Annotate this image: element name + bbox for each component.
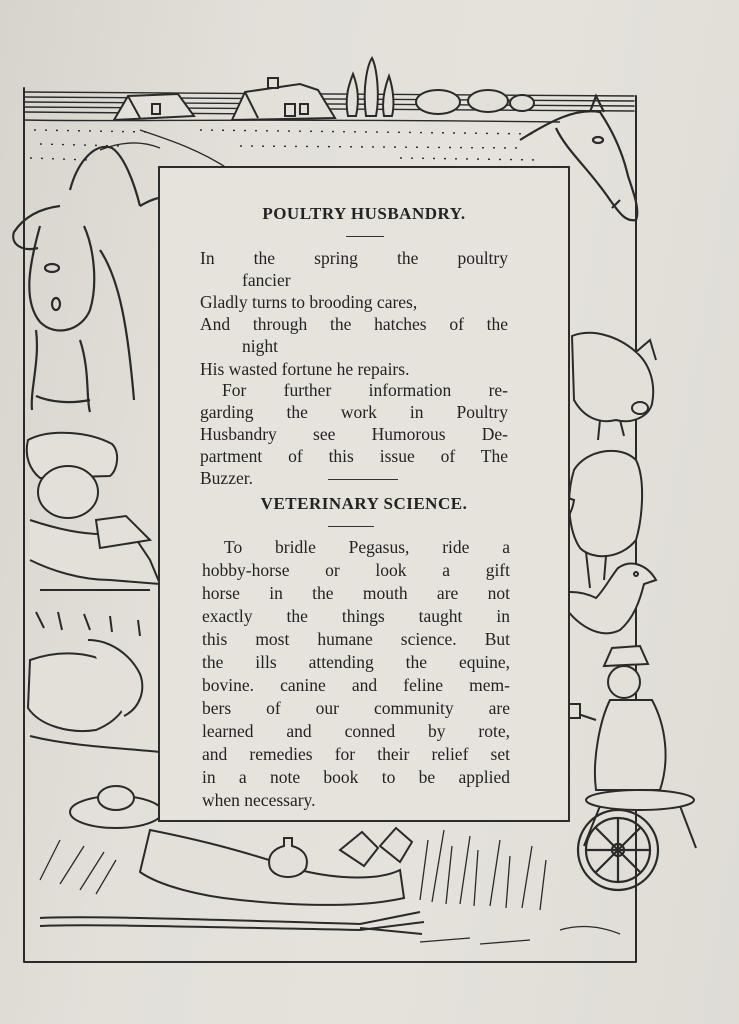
section-heading-poultry: POULTRY HUSBANDRY. bbox=[262, 204, 466, 223]
prose-line: Husbandry see Humorous De- bbox=[200, 424, 508, 444]
section-divider bbox=[328, 479, 398, 480]
prose-line: the ills attending the equine, bbox=[202, 652, 510, 672]
heading-rule bbox=[346, 236, 384, 237]
poem-line: fancier bbox=[242, 270, 291, 290]
farmhouse-icon bbox=[232, 78, 335, 120]
prose-line: horse in the mouth are not bbox=[202, 583, 510, 603]
barn-icon bbox=[114, 94, 194, 120]
jug-icon bbox=[269, 838, 307, 877]
prose-line: learned and conned by rote, bbox=[202, 721, 510, 741]
section-heading-veterinary: VETERINARY SCIENCE. bbox=[260, 494, 468, 513]
ox-head-icon bbox=[13, 147, 168, 412]
prose-line: garding the work in Poultry bbox=[200, 402, 508, 422]
prose-line: and remedies for their relief set bbox=[202, 744, 510, 764]
poem-line: In the spring the poultry bbox=[200, 248, 508, 268]
prose-line: bers of our community are bbox=[202, 698, 510, 718]
farmer-with-hat-icon bbox=[27, 433, 160, 590]
poem-line: Gladly turns to brooding cares, bbox=[200, 292, 418, 312]
man-on-stool-icon bbox=[566, 646, 696, 848]
poem-line: night bbox=[242, 336, 278, 356]
prose-line: when necessary. bbox=[202, 790, 316, 810]
poem-line: And through the hatches of the bbox=[200, 314, 508, 334]
heading-rule bbox=[328, 526, 374, 527]
prose-line: bovine. canine and feline mem- bbox=[202, 675, 510, 695]
poplar-trees-icon bbox=[347, 58, 394, 116]
prose-line: this most humane science. But bbox=[202, 629, 510, 649]
wagon-wheel-icon bbox=[578, 810, 658, 890]
poem-line: His wasted fortune he repairs. bbox=[200, 359, 410, 379]
turnips-icon bbox=[28, 612, 160, 752]
bushes-icon bbox=[416, 90, 534, 114]
prose-line: hobby-horse or look a gift bbox=[202, 560, 510, 580]
prose-line: Buzzer. bbox=[200, 468, 253, 488]
text-panel bbox=[158, 166, 570, 822]
pig-icon bbox=[572, 333, 656, 440]
prose-line: To bridle Pegasus, ride a bbox=[224, 537, 510, 557]
pitchfork-icon bbox=[40, 912, 424, 934]
prose-line: exactly the things taught in bbox=[202, 606, 510, 626]
prose-line: in a note book to be applied bbox=[202, 767, 510, 787]
prose-line: partment of this issue of The bbox=[200, 446, 508, 466]
prose-line: For further information re- bbox=[222, 380, 508, 400]
